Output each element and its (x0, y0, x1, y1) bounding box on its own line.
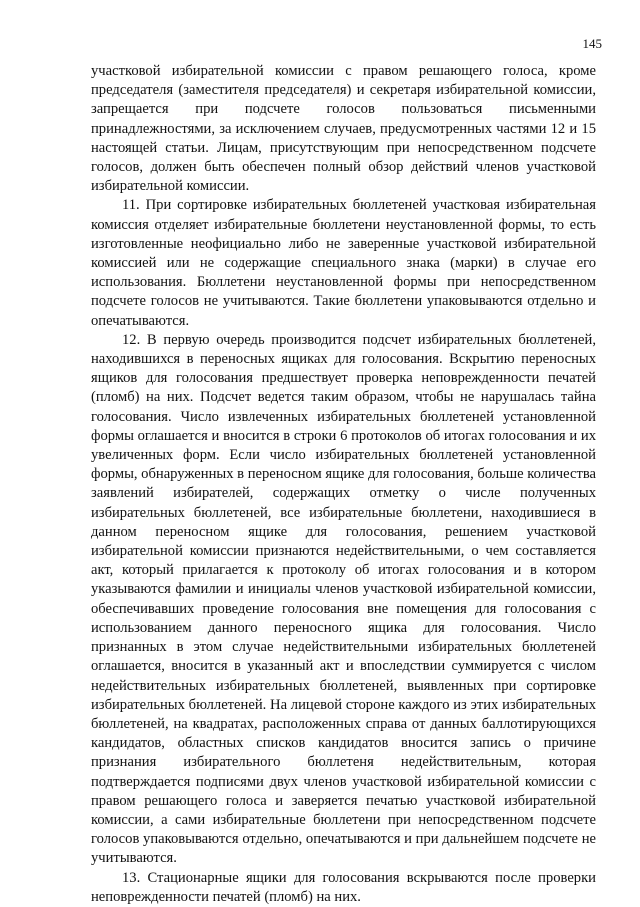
page-number: 145 (582, 36, 602, 51)
paragraph-11: 11. При сортировке избирательных бюллетеней участковая избирательная комиссия отделяет избирательные бюллетени неустановленной формы, то есть изготовленные неофициально либо не заверенные участковой избирательной комиссией или не содержащие специального знака (марки) в случае его использования. Бюллетени неустановленной формы при непосредственном подсчете голосов не учитываются. Такие бюллетени упаковываются отдельно и опечатываются. (91, 197, 596, 329)
paragraph-continuation: участковой избирательной комиссии с правом решающего голоса, кроме председателя (заместителя председателя) и секретаря избирательной комиссии, запрещается при подсчете голосов пользоваться письменными принадлежностями, за исключением случаев, предусмотренных частями 12 и 15 настоящей статьи. Лицам, присутствующим при непосредственном подсчете голосов, должен быть обеспечен полный обзор действий членов участковой избирательной комиссии. (91, 63, 596, 195)
paragraph-13: 13. Стационарные ящики для голосования вскрываются после проверки неповрежденности печатей (пломб) на них. (91, 869, 596, 905)
body-text (91, 62, 596, 907)
paragraph-12: 12. В первую очередь производится подсчет избирательных бюллетеней, находившихся в переносных ящиках для голосования. Вскрытию переносных ящиков для голосования предшествует проверка неповрежденности печатей (пломб) на них. Подсчет ведется таким образом, чтобы не нарушалась тайна голосования. Число извлеченных избирательных бюллетеней установленной формы оглашается и вносится в строки 6 протоколов об итогах голосования и их увеличенных форм. Если число избирательных бюллетеней установленной формы, обнаруженных в переносном ящике для голосования, больше количества заявлений избирателей, содержащих отметку о числе полученных избирательных бюллетеней, все избирательные бюллетени, находившиеся в данном переносном ящике для голосования, решением участковой избирательной комиссии признаются недействительными, о чем составляется акт, который прилагается к протоколу об итогах голосования и в котором указываются фамилии и инициалы членов участковой избирательной комиссии, обеспечивавших проведение голосования вне помещения для голосования с использованием данного переносного ящика для голосования. Число признанных в этом случае недействительными избирательных бюллетеней оглашается, вносится в указанный акт и впоследствии суммируется с числом недействительных избирательных бюллетеней, выявленных при сортировке избирательных бюллетеней. На лицевой стороне каждого из этих избирательных бюллетеней, на квадратах, расположенных справа от данных баллотирующихся кандидатов, областных списков кандидатов вносится запись о причине признания избирательного бюллетеня недействительным, которая подтверждается подписями двух членов участковой избирательной комиссии с правом решающего голоса и заверяется печатью участковой избирательной комиссии, а сами избирательные бюллетени при непосредственном подсчете голосов упаковываются отдельно, опечатываются и при дальнейшем подсчете не учитываются. (91, 331, 596, 867)
